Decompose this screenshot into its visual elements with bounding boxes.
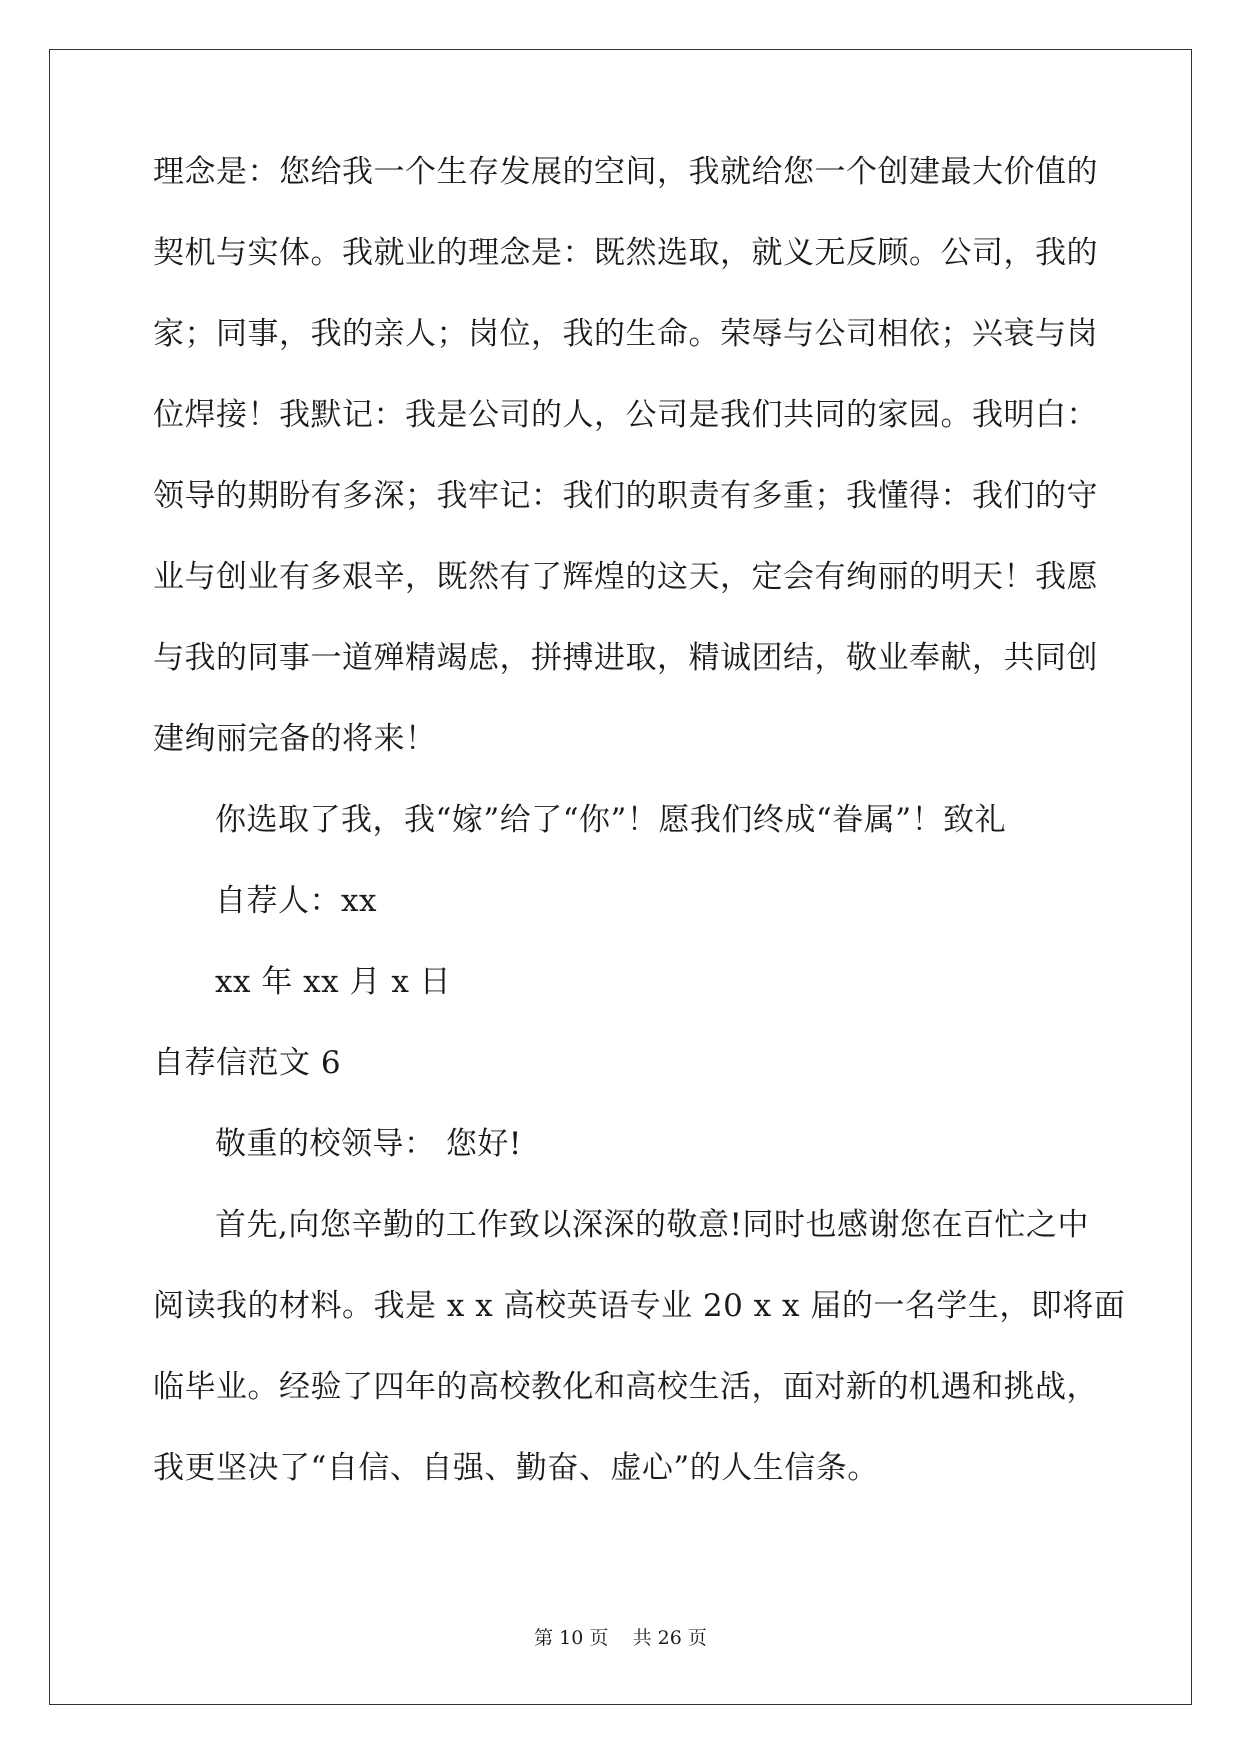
paragraph-line: 首先,向您辛勤的工作致以深深的敬意!同时也感谢您在百忙之中 (215, 1207, 1089, 1243)
closing-line: 你选取了我，我“嫁”给了“你”！愿我们终成“眷属”！致礼 (215, 802, 1007, 838)
paragraph-line: 家；同事，我的亲人；岗位，我的生命。荣辱与公司相依；兴衰与岗 (153, 316, 1098, 352)
signature: 自荐人：xx (215, 883, 377, 919)
salutation: 敬重的校领导： 您好! (215, 1126, 522, 1162)
date: xx 年 xx 月 x 日 (215, 964, 452, 1000)
page-footer (0, 1626, 1241, 1650)
paragraph-line: 领导的期盼有多深；我牢记：我们的职责有多重；我懂得：我们的守 (153, 478, 1098, 514)
paragraph-line: 业与创业有多艰辛，既然有了辉煌的这天，定会有绚丽的明天！我愿 (153, 559, 1098, 595)
paragraph-line: 契机与实体。我就业的理念是：既然选取，就义无反顾。公司，我的 (153, 235, 1098, 271)
paragraph-line: 阅读我的材料。我是 x x 高校英语专业 20 x x 届的一名学生，即将面 (153, 1288, 1126, 1324)
section-title: 自荐信范文 6 (153, 1045, 342, 1081)
paragraph-line: 我更坚决了“自信、自强、勤奋、虚心”的人生信条。 (153, 1450, 879, 1486)
paragraph-line: 临毕业。经验了四年的高校教化和高校生活，面对新的机遇和挑战， (153, 1369, 1098, 1405)
paragraph-line: 位焊接！我默记：我是公司的人，公司是我们共同的家园。我明白： (153, 397, 1098, 433)
page-total: 共 26 页 (632, 1627, 707, 1649)
page-number: 第 10 页 (534, 1627, 609, 1649)
paragraph-line: 理念是：您给我一个生存发展的空间，我就给您一个创建最大价值的 (153, 154, 1098, 190)
paragraph-line: 建绚丽完备的将来！ (153, 721, 437, 757)
paragraph-line: 与我的同事一道殚精竭虑，拼搏进取，精诚团结，敬业奉献，共同创 (153, 640, 1098, 676)
